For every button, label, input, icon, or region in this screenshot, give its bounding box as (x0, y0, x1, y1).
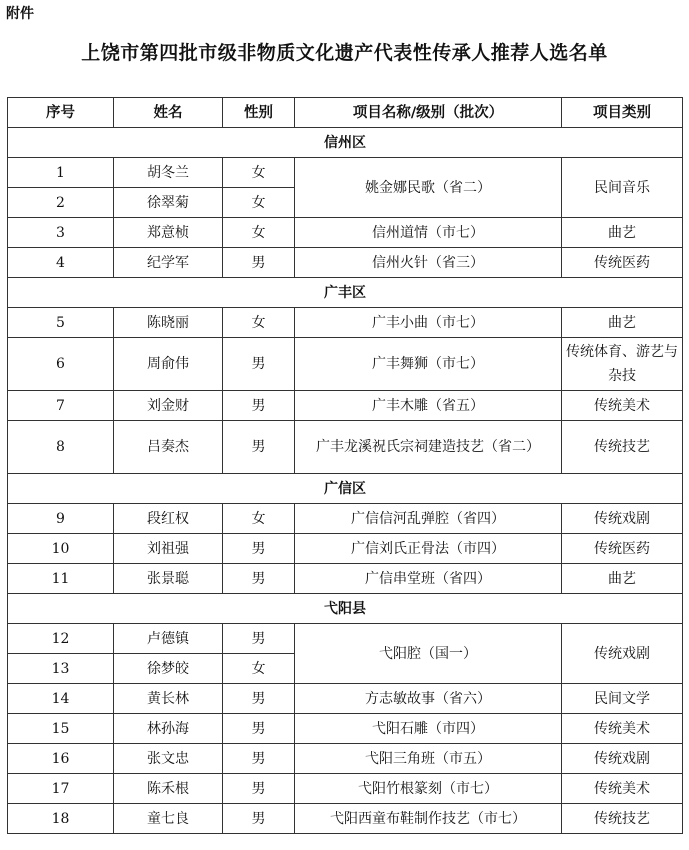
cell-number: 10 (8, 534, 114, 564)
cell-gender: 女 (223, 188, 295, 218)
cell-number: 14 (8, 684, 114, 714)
table-row (8, 391, 683, 421)
cell-number: 4 (8, 248, 114, 278)
cell-name: 刘祖强 (114, 534, 223, 564)
cell-number: 5 (8, 308, 114, 338)
cell-name: 黄长林 (114, 684, 223, 714)
cell-project: 信州道情（市七） (295, 218, 562, 248)
cell-number: 17 (8, 774, 114, 804)
cell-gender: 女 (223, 504, 295, 534)
cell-name: 段红权 (114, 504, 223, 534)
cell-number: 15 (8, 714, 114, 744)
table-header-row (8, 98, 683, 128)
table-row (8, 804, 683, 834)
cell-gender: 男 (223, 624, 295, 654)
cell-project: 广丰龙溪祝氏宗祠建造技艺（省二） (295, 421, 562, 474)
cell-number: 6 (8, 338, 114, 391)
cell-number: 18 (8, 804, 114, 834)
cell-name: 胡冬兰 (114, 158, 223, 188)
cell-category: 传统技艺 (562, 421, 683, 474)
cell-number: 3 (8, 218, 114, 248)
table-row (8, 308, 683, 338)
table-row (8, 744, 683, 774)
cell-category: 曲艺 (562, 308, 683, 338)
cell-gender: 男 (223, 744, 295, 774)
section-title: 广信区 (8, 474, 683, 504)
cell-name: 郑意桢 (114, 218, 223, 248)
cell-gender: 女 (223, 654, 295, 684)
table-row (8, 714, 683, 744)
cell-name: 徐翠菊 (114, 188, 223, 218)
section-row (8, 278, 683, 308)
section-row (8, 594, 683, 624)
cell-category: 传统体育、游艺与杂技 (562, 338, 683, 391)
column-header-gender: 性别 (223, 98, 295, 128)
cell-gender: 男 (223, 391, 295, 421)
cell-name: 刘金财 (114, 391, 223, 421)
cell-gender: 男 (223, 338, 295, 391)
cell-number: 8 (8, 421, 114, 474)
cell-project: 姚金娜民歌（省二） (295, 158, 562, 218)
table-row (8, 218, 683, 248)
cell-number: 9 (8, 504, 114, 534)
cell-project: 广丰木雕（省五） (295, 391, 562, 421)
table-row (8, 684, 683, 714)
cell-gender: 女 (223, 308, 295, 338)
cell-project: 广丰小曲（市七） (295, 308, 562, 338)
cell-category: 传统戏剧 (562, 744, 683, 774)
table-row (8, 248, 683, 278)
cell-project: 弋阳竹根篆刻（市七） (295, 774, 562, 804)
cell-name: 张文忠 (114, 744, 223, 774)
cell-gender: 男 (223, 804, 295, 834)
cell-category: 传统戏剧 (562, 504, 683, 534)
cell-category: 传统医药 (562, 248, 683, 278)
cell-gender: 男 (223, 421, 295, 474)
cell-name: 纪学军 (114, 248, 223, 278)
document-title: 上饶市第四批市级非物质文化遗产代表性传承人推荐人选名单 (81, 42, 608, 64)
cell-gender: 男 (223, 714, 295, 744)
section-row (8, 474, 683, 504)
cell-category: 传统美术 (562, 774, 683, 804)
cell-name: 林孙海 (114, 714, 223, 744)
cell-project: 方志敏故事（省六） (295, 684, 562, 714)
cell-name: 周俞伟 (114, 338, 223, 391)
column-header-name: 姓名 (114, 98, 223, 128)
column-header-project: 项目名称/级别（批次） (295, 98, 562, 128)
cell-gender: 男 (223, 774, 295, 804)
cell-name: 陈晓丽 (114, 308, 223, 338)
cell-number: 16 (8, 744, 114, 774)
cell-project: 广信信河乱弹腔（省四） (295, 504, 562, 534)
cell-number: 12 (8, 624, 114, 654)
section-title: 广丰区 (8, 278, 683, 308)
cell-gender: 男 (223, 684, 295, 714)
cell-name: 陈禾根 (114, 774, 223, 804)
nominee-table (7, 97, 683, 834)
cell-project: 广信刘氏正骨法（市四） (295, 534, 562, 564)
cell-number: 11 (8, 564, 114, 594)
cell-project: 弋阳腔（国一） (295, 624, 562, 684)
cell-name: 张景聪 (114, 564, 223, 594)
cell-number: 7 (8, 391, 114, 421)
cell-name: 卢德镇 (114, 624, 223, 654)
column-header-number: 序号 (8, 98, 114, 128)
cell-category: 曲艺 (562, 564, 683, 594)
table-row (8, 504, 683, 534)
table-row (8, 624, 683, 654)
section-title: 信州区 (8, 128, 683, 158)
cell-project: 弋阳西童布鞋制作技艺（市七） (295, 804, 562, 834)
cell-number: 1 (8, 158, 114, 188)
section-row (8, 128, 683, 158)
cell-category: 传统技艺 (562, 804, 683, 834)
cell-project: 广丰舞狮（市七） (295, 338, 562, 391)
table-row (8, 338, 683, 391)
table-row (8, 564, 683, 594)
cell-gender: 男 (223, 534, 295, 564)
table-row (8, 534, 683, 564)
cell-category: 曲艺 (562, 218, 683, 248)
cell-category: 民间文学 (562, 684, 683, 714)
table-row (8, 774, 683, 804)
cell-name: 童七良 (114, 804, 223, 834)
cell-gender: 女 (223, 158, 295, 188)
cell-gender: 女 (223, 218, 295, 248)
attachment-label: 附件 (6, 6, 34, 22)
cell-number: 2 (8, 188, 114, 218)
cell-number: 13 (8, 654, 114, 684)
section-title: 弋阳县 (8, 594, 683, 624)
cell-category: 传统医药 (562, 534, 683, 564)
cell-name: 吕奏杰 (114, 421, 223, 474)
cell-project: 广信串堂班（省四） (295, 564, 562, 594)
cell-gender: 男 (223, 248, 295, 278)
table-row (8, 158, 683, 188)
column-header-category: 项目类别 (562, 98, 683, 128)
cell-project: 弋阳石雕（市四） (295, 714, 562, 744)
cell-category: 传统美术 (562, 391, 683, 421)
cell-gender: 男 (223, 564, 295, 594)
cell-project: 信州火针（省三） (295, 248, 562, 278)
cell-name: 徐梦皎 (114, 654, 223, 684)
cell-project: 弋阳三角班（市五） (295, 744, 562, 774)
cell-category: 传统戏剧 (562, 624, 683, 684)
table-row (8, 421, 683, 474)
cell-category: 民间音乐 (562, 158, 683, 218)
cell-category: 传统美术 (562, 714, 683, 744)
